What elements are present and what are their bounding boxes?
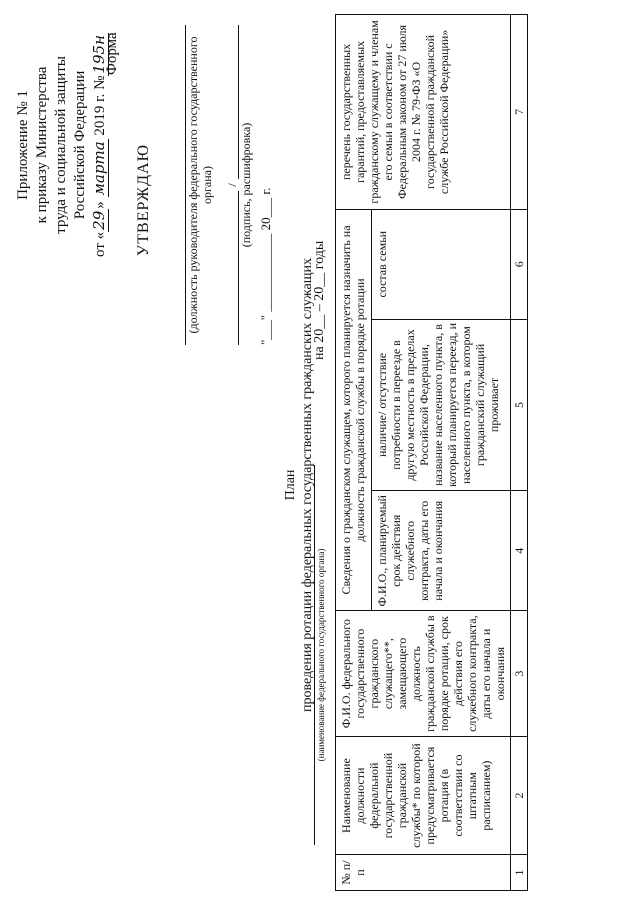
plan-heading: План [283,469,298,501]
header-candidate-group: Сведения о гражданском служащем, которого планируется назначить на должность гражданской службы в порядке ротации [336,209,372,610]
plan-subtitle: проведения ротации федеральных государственных гражданских служащих [300,258,315,712]
position-caption: (должность руководителя федерального государственного органа) [186,36,214,334]
signature-slash: / [225,183,239,187]
signature-caption: (подпись, расшифровка) [239,122,253,248]
org-name-line [314,465,315,845]
order-date: от «29» марта 2019 г. №195н [90,35,108,257]
signature-line [216,25,239,345]
handwritten-month: марта [90,141,108,196]
header-position: Наименование должности федеральной государственной гражданской службы* по которой предусматривается ротация (в соответствии со штатным расписанием) [336,737,511,855]
header-relocation: наличие/ отсутствие потребности в переезде в другую местность в пределах Российской Федерации, название населенного пункта, в который планируется переезд, и населенного пункта, в котором гражданский служащий проживает [372,319,511,491]
plan-years: на 20__ – 20__ годы [312,240,327,360]
handwritten-number: 195н [90,35,108,74]
handwritten-day: 29 [90,210,108,230]
annex-line-2: к приказу Министерства [34,66,50,224]
form-label: Форма [104,32,120,75]
column-number: 2 [511,737,528,855]
header-candidate-name: Ф.И.О., планируемый срок действия служебного контракта, даты его начала и окончания [372,491,511,611]
header-family: состав семьи [372,209,511,319]
table-column-numbers-row [511,15,528,891]
position-line [165,25,186,345]
column-number: 1 [511,855,528,891]
org-caption: (наименование федерального государственного органа) [316,548,326,762]
header-number: № п/п [336,855,511,891]
approval-block [165,25,273,345]
column-number: 3 [511,611,528,737]
column-number: 6 [511,209,528,319]
plan-title [282,185,316,785]
header-current-employee: Ф.И.О. федерального государственного гражданского служащего**, замещающего должность гражданской службы в порядке ротации, срок действия его служебного контракта, даты его начала и окончания [336,611,511,737]
table-header-row [336,15,372,891]
column-number: 4 [511,491,528,611]
header-guarantees: перечень государственных гарантий, предоставляемых гражданскому служащему и членам его семьи в соответствии с Федеральным законом от 27 июля 2004 г. № 79-ФЗ «О государственной гражданской службе Российской Федерации» [336,15,511,210]
annex-block [14,15,110,275]
approval-date-line: "___" ____________ 20___ г. [258,187,273,345]
annex-line-3: труда и социальной защиты [53,56,69,234]
annex-line-1: Приложение № 1 [15,90,31,200]
column-number: 7 [511,15,528,210]
column-number: 5 [511,319,528,491]
approve-heading: УТВЕРЖДАЮ [135,143,152,257]
annex-line-4: Российской Федерации [72,70,88,220]
rotation-plan-table [335,14,528,891]
